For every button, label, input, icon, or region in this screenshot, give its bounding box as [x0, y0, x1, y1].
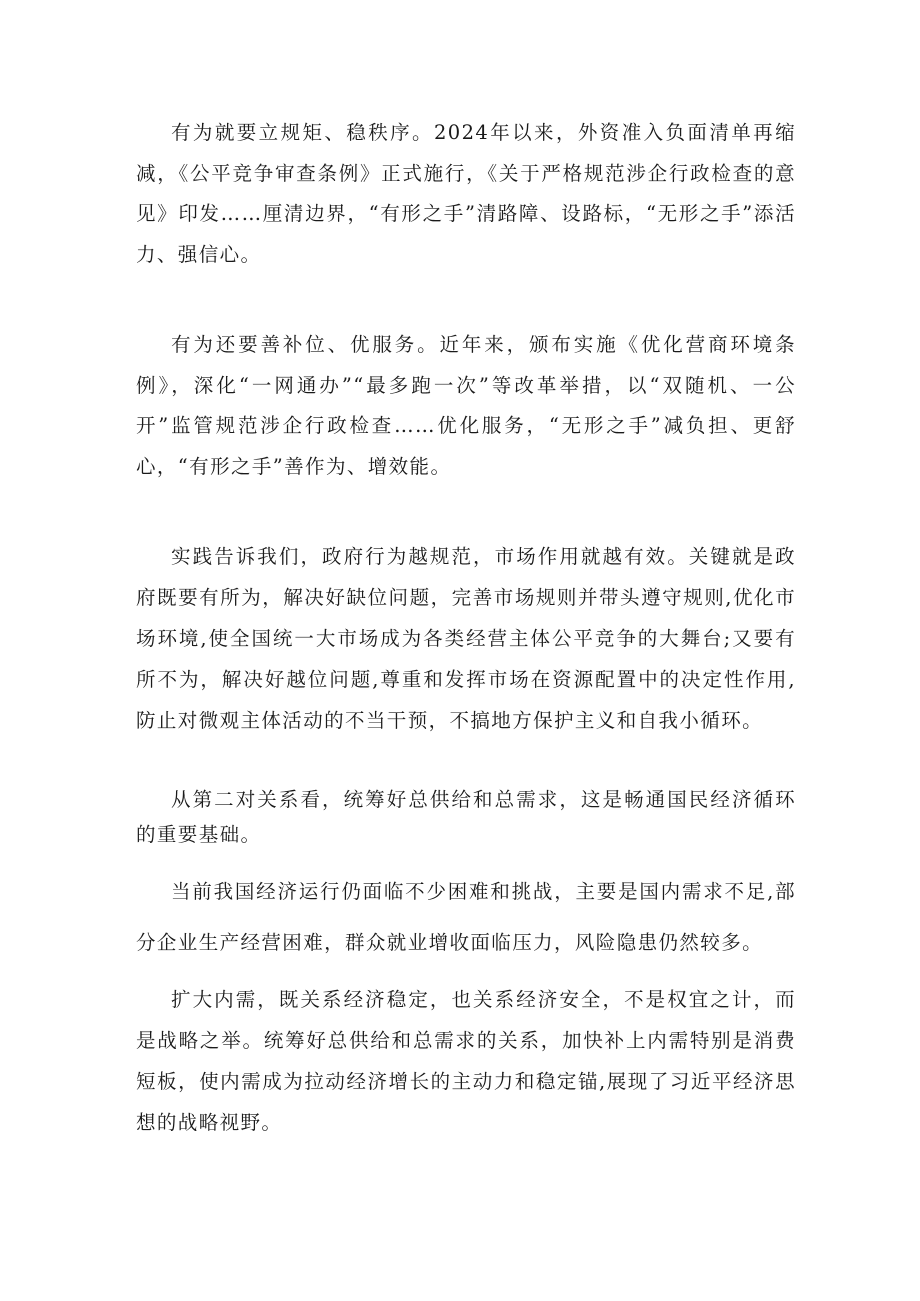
- paragraph-2: 有为还要善补位、优服务。近年来，颁布实施《优化营商环境条例》，深化“一网通办”“最多跑一次”等改革举措，以“双随机、一公开”监管规范涉企行政检查……优化服务，“无形之手”减负担、更舒心，“有形之手”善作为、增效能。: [136, 333, 796, 478]
- paragraph-4: 从第二对关系看，统筹好总供给和总需求，这是畅通国民经济循环的重要基础。: [136, 788, 796, 846]
- paragraph-3: 实践告诉我们，政府行为越规范，市场作用就越有效。关键就是政府既要有所为，解决好缺位问题，完善市场规则并带头遵守规则,优化市场环境,使全国统一大市场成为各类经营主体公平竞争的大舞台;又要有所不为，解决好越位问题,尊重和发挥市场在资源配置中的决定性作用,防止对微观主体活动的不当干预，不搞地方保护主义和自我小循环。: [136, 545, 796, 732]
- paragraph-1: 有为就要立规矩、稳秩序。2024年以来，外资准入负面清单再缩减，《公平竞争审查条例》正式施行，《关于严格规范涉企行政检查的意见》印发……厘清边界，“有形之手”清路障、设路标，“无形之手”添活力、强信心。: [136, 121, 796, 266]
- paragraph-6: 扩大内需，既关系经济稳定，也关系经济安全，不是权宜之计，而是战略之举。统筹好总供给和总需求的关系，加快补上内需特别是消费短板，使内需成为拉动经济增长的主动力和稳定锚,展现了习近平经济思想的战略视野。: [136, 988, 796, 1134]
- paragraph-5: 当前我国经济运行仍面临不少困难和挑战，主要是国内需求不足,部分企业生产经营困难，群众就业增收面临压力，风险隐患仍然较多。: [136, 880, 796, 954]
